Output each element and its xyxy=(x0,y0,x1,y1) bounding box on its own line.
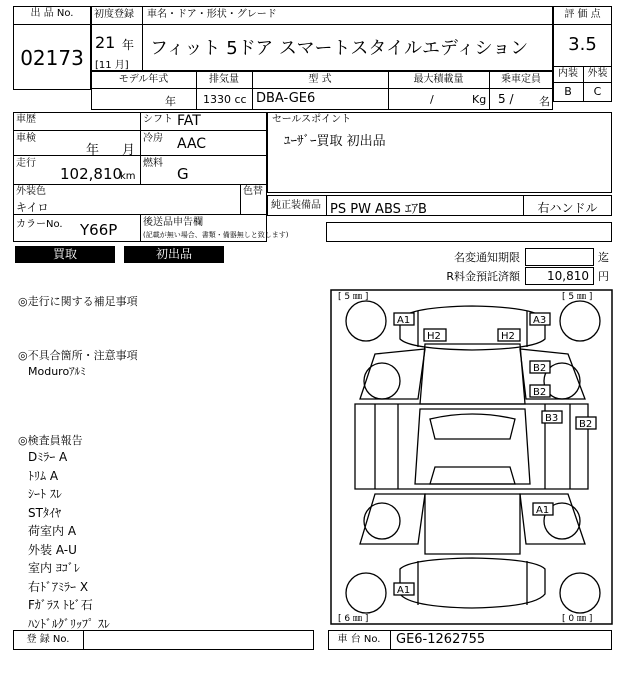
month-text: [11 月] xyxy=(95,60,129,71)
lot-number: 02173 xyxy=(20,46,84,70)
max-load-slash: / xyxy=(430,93,434,106)
color-no-label: カラーNo. xyxy=(16,219,63,230)
tire-fl-depth: [ 5 ㎜ ] xyxy=(338,292,369,302)
defects-label: ◎不具合箇所・注意事項 xyxy=(18,349,138,362)
color-no: Y66P xyxy=(80,221,118,239)
tag-buy: 買取 xyxy=(15,246,115,263)
exterior-grade: C xyxy=(593,85,602,98)
car-left-rear-fender xyxy=(360,494,425,544)
car-name: フィット 5ドア スマートスタイルエディション xyxy=(150,38,529,59)
inspector-item: ﾄﾘﾑ A xyxy=(28,468,59,483)
mark-h2-left: H2 xyxy=(427,331,441,342)
model-year-unit: 年 xyxy=(165,95,176,108)
ac-value: AAC xyxy=(177,136,207,152)
shift-label: シフト xyxy=(143,114,173,125)
capacity-label: 乗車定員 xyxy=(501,74,541,85)
car-rear-view xyxy=(400,558,545,608)
inspector-item: Fｶﾞﾗｽ ﾄﾋﾞ石 xyxy=(28,598,93,612)
equipment-label: 純正装備品 xyxy=(271,200,321,211)
post-doc-label: 後送品申告欄 xyxy=(143,217,203,228)
fuel-label: 燃料 xyxy=(143,158,163,169)
equipment-sub-box xyxy=(326,222,612,242)
exterior-color: キイロ xyxy=(16,201,49,214)
equipment-value: PS PW ABS ｴｱB xyxy=(330,202,427,217)
interior-label: 内装 xyxy=(558,68,578,79)
inspector-item: STﾀｲﾔ xyxy=(28,505,61,520)
recycle-value: 10,810 xyxy=(547,269,589,283)
inspection-year: 年 xyxy=(86,143,100,158)
name-label: 車名・ドア・形状・グレード xyxy=(147,9,277,20)
handle-value: 右ハンドル xyxy=(537,201,598,215)
capacity-unit: 名 xyxy=(539,95,550,108)
chassis-label: 車 台 No. xyxy=(337,634,381,645)
inspector-item: 室内 ﾖｺﾞﾚ xyxy=(28,561,80,575)
recycle-label: R料金預託済額 xyxy=(446,270,520,283)
mark-a3: A3 xyxy=(533,315,547,326)
defects-text: Moduroｱﾙﾐ xyxy=(28,365,86,378)
year-unit: 年 xyxy=(122,38,135,52)
name-change-box xyxy=(525,248,594,266)
mark-a1-rear: A1 xyxy=(397,585,411,596)
year-number: 21 xyxy=(95,33,116,52)
mileage-label: 走行 xyxy=(16,158,36,169)
recycle-unit: 円 xyxy=(598,270,609,283)
tire-fr-depth: [ 5 ㎜ ] xyxy=(562,292,593,302)
inspector-label: ◎検査員報告 xyxy=(18,434,83,447)
car-left-front-fender xyxy=(360,349,425,399)
displacement-value: 1330 cc xyxy=(203,93,247,106)
car-roof xyxy=(415,409,530,484)
inspection-month: 月 xyxy=(122,143,136,158)
score-label: 評 価 点 xyxy=(564,9,601,20)
car-damage-diagram xyxy=(330,289,613,625)
mark-h2-right: H2 xyxy=(501,331,515,342)
mark-a1-front: A1 xyxy=(397,315,411,326)
inspector-item: ｼｰﾄ ｽﾚ xyxy=(28,487,62,501)
displacement-label: 排気量 xyxy=(209,74,239,85)
mileage-unit: km xyxy=(120,171,136,182)
model-year-label: モデル年式 xyxy=(118,74,169,85)
name-change-label: 名変通知期限 xyxy=(454,251,520,264)
mark-b2-side: B2 xyxy=(579,419,593,430)
inspector-item: Dﾐﾗｰ A xyxy=(28,450,68,464)
name-change-unit: 迄 xyxy=(598,251,609,264)
tire-rear-left-icon xyxy=(346,573,386,613)
lot-label: 出 品 No. xyxy=(30,8,74,19)
mark-a1-rear-right: A1 xyxy=(536,505,550,516)
inspector-item: ﾊﾝﾄﾞﾙｸﾞﾘｯﾌﾟ ｽﾚ xyxy=(28,616,110,631)
post-doc-note: (記載が無い場合、書類・備器無しと致します) xyxy=(143,231,289,239)
exterior-label: 外装 xyxy=(587,68,608,79)
interior-grade: B xyxy=(564,85,572,98)
car-hood xyxy=(420,344,525,404)
repaint-label: 色替 xyxy=(243,186,263,197)
score-value: 3.5 xyxy=(568,34,597,55)
sales-point-label: セールスポイント xyxy=(272,114,352,125)
driving-notes-label: ◎走行に関する補足事項 xyxy=(18,295,138,308)
max-load-label: 最大積載量 xyxy=(413,74,464,85)
car-trunk xyxy=(425,494,520,554)
chassis-value: GE6-1262755 xyxy=(396,632,486,647)
inspector-item: 荷室内 A xyxy=(28,524,77,538)
shift-value: FAT xyxy=(177,113,201,129)
tire-rear-right-icon xyxy=(560,573,600,613)
tire-front-right-icon xyxy=(560,301,600,341)
inspector-item: 外装 A-U xyxy=(28,542,77,557)
inspector-item: 右ﾄﾞｱﾐﾗｰ X xyxy=(28,579,89,594)
mileage-value: 102,810 xyxy=(60,165,123,183)
mark-b2-lower: B2 xyxy=(533,387,547,398)
tire-rl-depth: [ 6 ㎜ ] xyxy=(338,614,369,624)
max-load-unit: Kg xyxy=(472,93,487,106)
mark-b2-upper: B2 xyxy=(533,363,547,374)
reg-no-label: 登 録 No. xyxy=(26,634,70,645)
tire-rr-depth: [ 0 ㎜ ] xyxy=(562,614,593,624)
type-label: 型 式 xyxy=(308,74,332,85)
inspection-label: 車検 xyxy=(16,133,36,144)
first-reg-label: 初度登録 xyxy=(94,9,134,20)
history-label: 車歴 xyxy=(16,114,36,125)
capacity-value: 5 / xyxy=(498,92,514,106)
fuel-value: G xyxy=(177,165,189,183)
tire-front-left-icon xyxy=(346,301,386,341)
tag-first-listing: 初出品 xyxy=(124,246,224,263)
mark-b3: B3 xyxy=(545,413,559,424)
exterior-color-label: 外装色 xyxy=(16,186,46,197)
ac-label: 冷房 xyxy=(143,133,163,144)
type-value: DBA-GE6 xyxy=(256,91,316,106)
sales-point-text: ﾕｰｻﾞｰ買取 初出品 xyxy=(284,134,386,149)
